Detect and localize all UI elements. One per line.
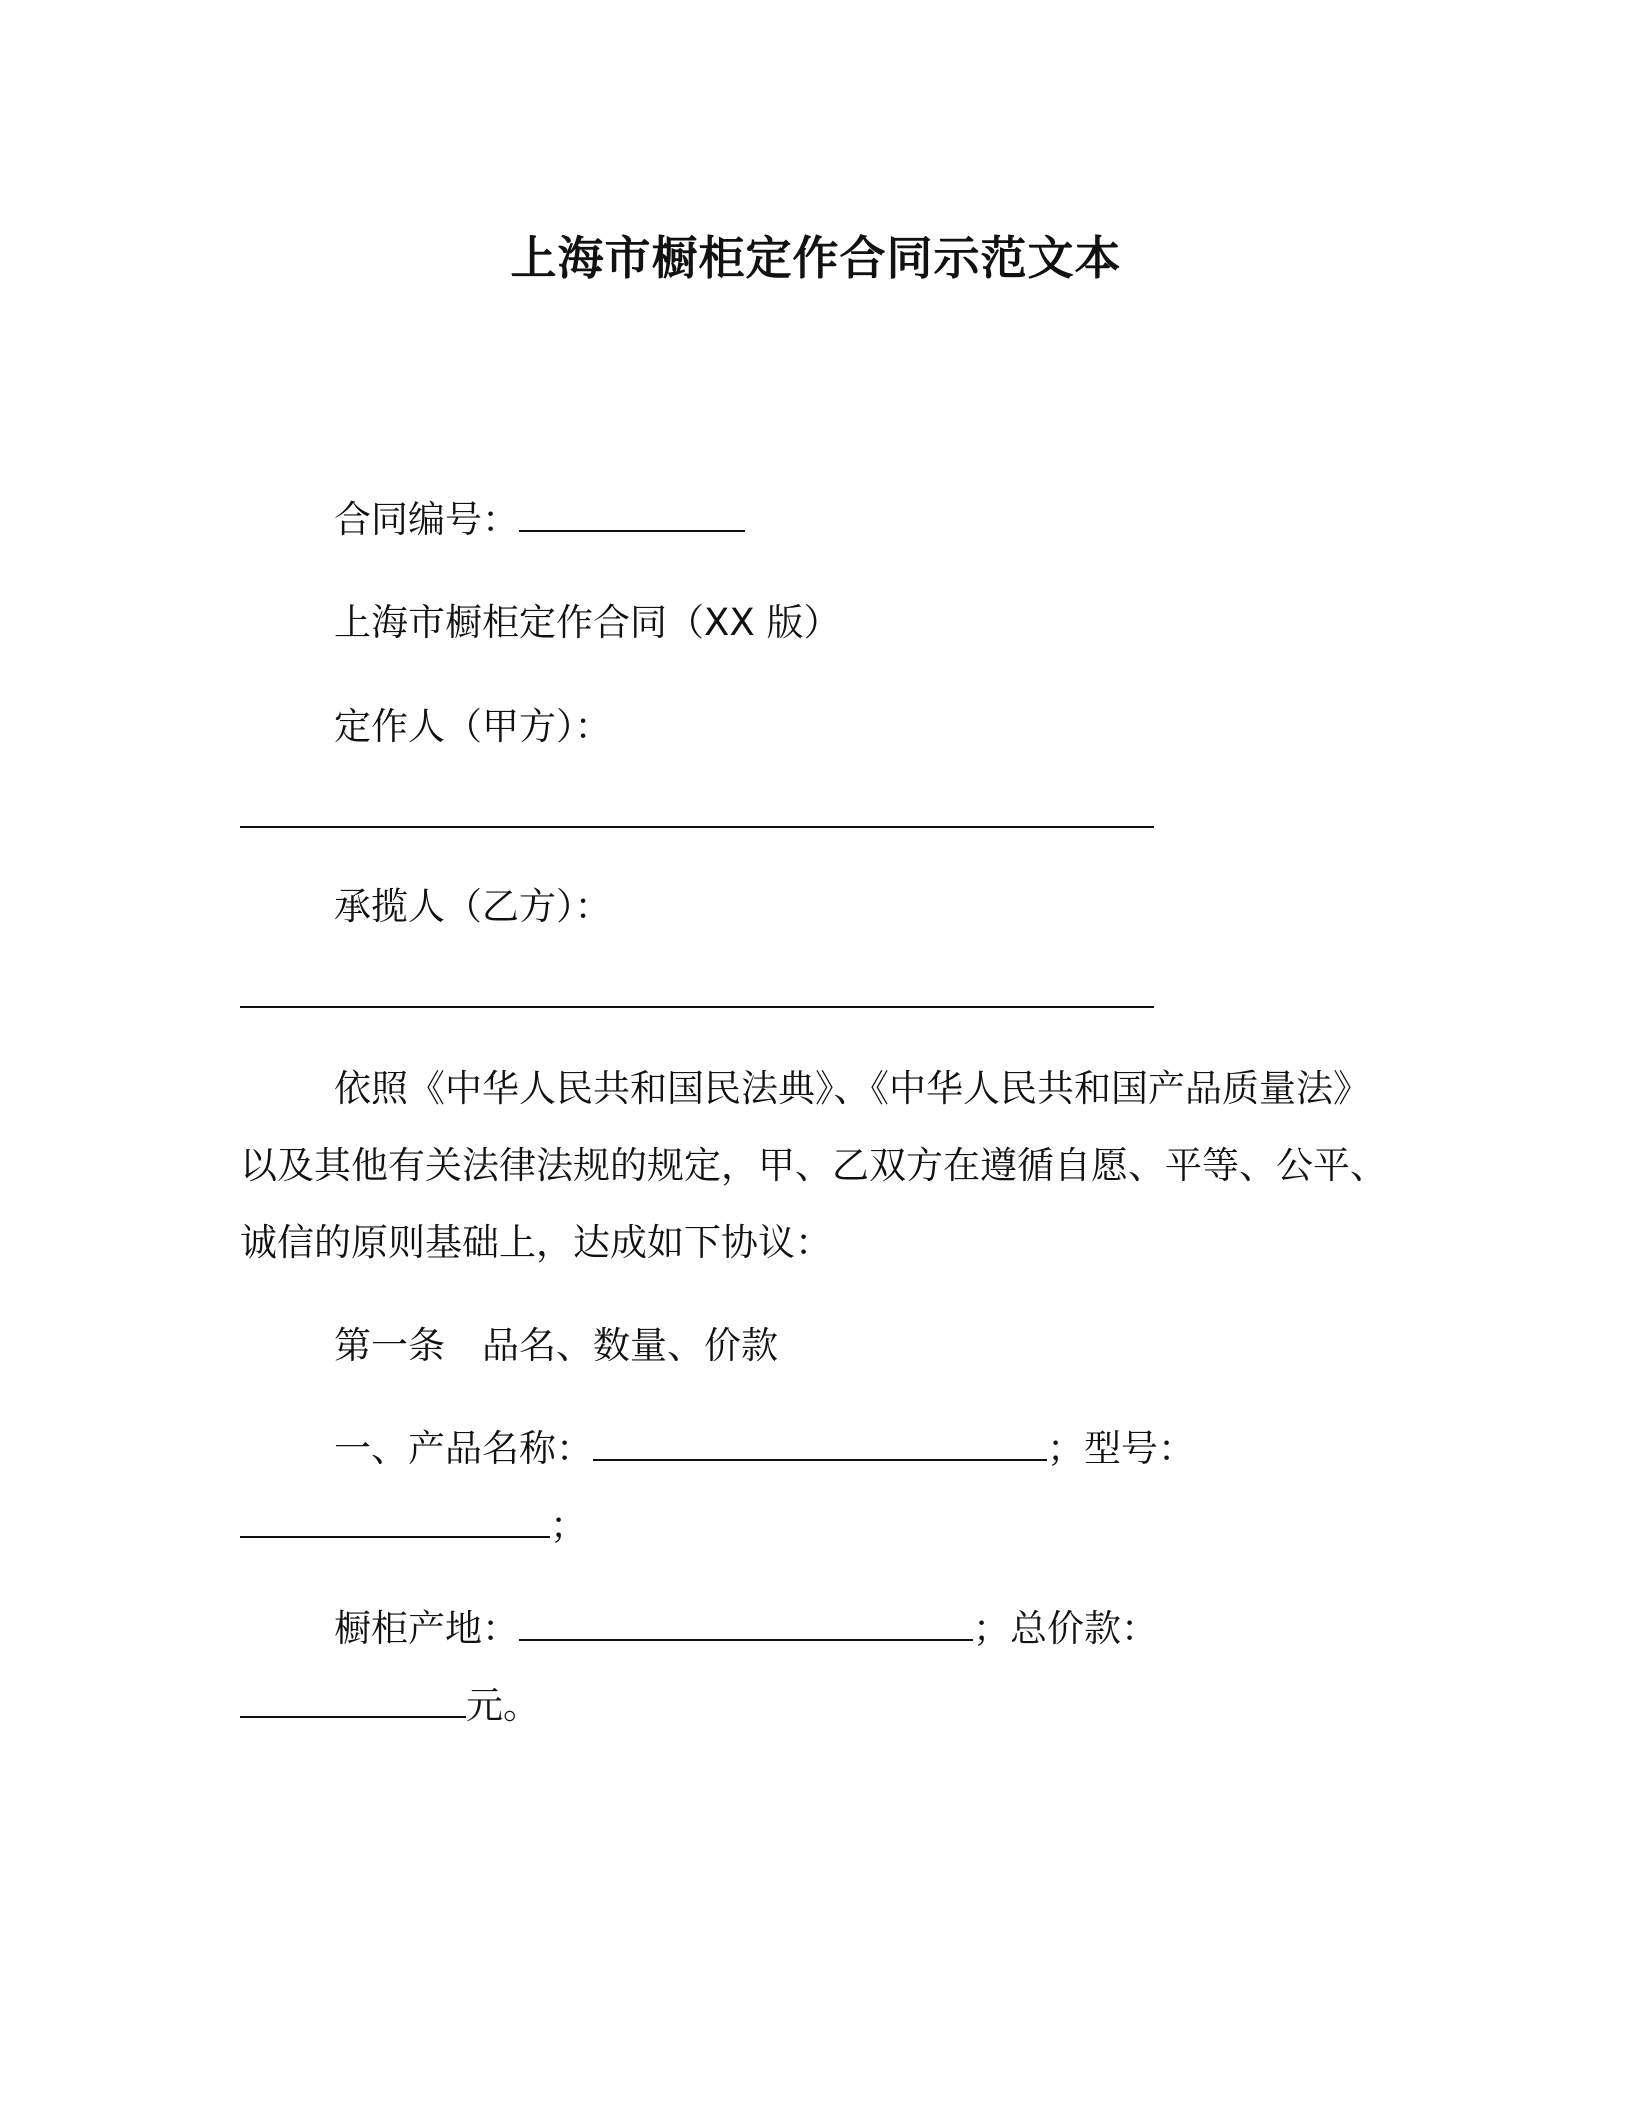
model-line-end: ； [550, 1504, 587, 1547]
total-price-label: ；总价款： [973, 1607, 1158, 1650]
total-price-blank [240, 1682, 466, 1718]
origin-label: 橱柜产地： [334, 1607, 519, 1650]
product-name-blank [593, 1425, 1047, 1461]
yuan-suffix: 元。 [466, 1684, 540, 1727]
party-b-blank [240, 1006, 1154, 1008]
model-line [240, 1501, 587, 1551]
party-b-label: 承揽人（乙方）： [334, 885, 612, 928]
origin-blank [519, 1605, 973, 1641]
party-a-blank [240, 826, 1154, 828]
contract-number-blank [519, 496, 745, 532]
model-blank [240, 1502, 550, 1538]
preamble-line-1: 依照《中华人民共和国民法典》、《中华人民共和国产品质量法》 [334, 1067, 1370, 1110]
total-price-line [240, 1681, 540, 1731]
preamble-line-2: 以及其他有关法律法规的规定，甲、乙双方在遵循自愿、平等、公平、 [240, 1144, 1387, 1187]
product-name-label: 一、产品名称： [334, 1427, 593, 1470]
preamble-line-3: 诚信的原则基础上，达成如下协议： [240, 1221, 832, 1264]
version-line: 上海市橱柜定作合同（XX 版） [334, 601, 841, 644]
contract-number-label: 合同编号： [334, 498, 519, 541]
model-label: ；型号： [1047, 1427, 1195, 1470]
contract-number-line [334, 495, 745, 545]
product-name-line [334, 1424, 1195, 1474]
origin-line [334, 1604, 1158, 1654]
article-1-heading: 第一条 品名、数量、价款 [334, 1324, 778, 1367]
party-a-label: 定作人（甲方）： [334, 705, 612, 748]
document-title: 上海市橱柜定作合同示范文本 [510, 231, 1122, 285]
